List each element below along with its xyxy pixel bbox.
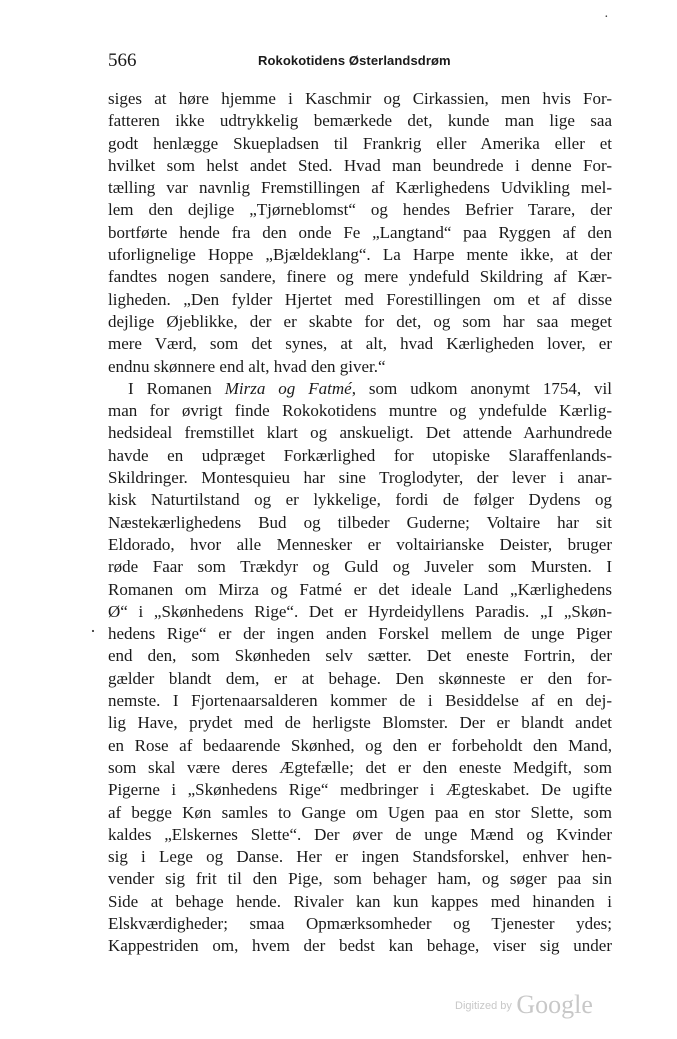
watermark-prefix: Digitized by bbox=[455, 1000, 512, 1012]
text-line: Skildringer. Montesquieu har sine Troglodyter, der lever i anar- bbox=[108, 468, 612, 488]
margin-mark: · bbox=[90, 621, 96, 641]
text-line: nemste. I Fjortenaarsalderen kommer de i Besiddelse af en dej- bbox=[108, 691, 612, 711]
text-line: uforlignelige Hoppe „Bjældeklang“. La Harpe mente ikke, at der bbox=[108, 245, 612, 265]
google-logo: Google bbox=[516, 990, 593, 1019]
text-line: kisk Naturtilstand og er lykkelige, fordi de følger Dydens og bbox=[108, 490, 612, 510]
text-line: vender sig frit til den Pige, som behager ham, og søger paa sin bbox=[108, 869, 612, 889]
text-line: siges at høre hjemme i Kaschmir og Cirkassien, men hvis For- bbox=[108, 89, 612, 108]
text-line: Pigerne i „Skønhedens Rige“ medbringer i Ægteskabet. De ugifte bbox=[108, 780, 612, 800]
text-line: lig Have, prydet med de herligste Blomster. Der er blandt andet bbox=[108, 713, 612, 733]
text-line: tælling var navnlig Fremstillingen af Kærlighedens Udvikling mel- bbox=[108, 178, 612, 198]
paragraph-1 bbox=[108, 88, 612, 378]
text-line: ligheden. „Den fylder Hjertet med Forestillingen om et af disse bbox=[108, 289, 612, 309]
page-number: 566 bbox=[108, 50, 137, 71]
body-text bbox=[108, 88, 612, 958]
text-line: mere Værd, som det synes, at alt, hvad Kærligheden lover, er bbox=[108, 334, 612, 354]
text-line: Ø“ i „Skønhedens Rige“. Det er Hyrdeidyllens Paradis. „I „Skøn- bbox=[108, 601, 612, 621]
text-line: en Rose af bedaarende Skønhed, og den er forbeholdt den Mand, bbox=[108, 735, 612, 755]
text-line: Romanen om Mirza og Fatmé er det ideale Land „Kærlighedens bbox=[108, 579, 612, 599]
text-line: hvilket som helst andet Sted. Hvad man beundrede i denne For- bbox=[108, 155, 612, 175]
text-line: havde en udpræget Forkærlighed for utopiske Slaraffenlands- bbox=[108, 445, 612, 465]
text-line-with-title: I Romanen Mirza og Fatmé, som udkom anonymt 1754, vil bbox=[128, 378, 612, 398]
text-line: fandtes nogen sandere, finere og mere yndefuld Skildring af Kær- bbox=[108, 267, 612, 287]
book-title: Mirza og Fatmé bbox=[224, 378, 352, 398]
text-line: dejlige Øjeblikke, der er skabte for det, og som har saa meget bbox=[108, 311, 612, 331]
text-line: lem den dejlige „Tjørneblomst“ og hendes Befrier Tarare, der bbox=[108, 200, 612, 220]
text-line: som skal være deres Ægtefælle; det er den eneste Medgift, som bbox=[108, 757, 612, 777]
text-line: hedsideal fremstillet klart og anskueligt. Det attende Aarhundrede bbox=[108, 423, 612, 443]
paragraph-2 bbox=[108, 378, 612, 958]
text-line: sig i Lege og Danse. Her er ingen Standsforskel, enhver hen- bbox=[108, 847, 612, 867]
text-line: af begge Køn samles to Gange om Ugen paa en stor Slette, som bbox=[108, 802, 612, 822]
text-line: Side at behage hende. Rivaler kan kun kappes med hinanden i bbox=[108, 891, 612, 911]
text-line: røde Faar som Trækdyr og Guld og Juveler som Mursten. I bbox=[108, 557, 612, 577]
text-line: Elskværdigheder; smaa Opmærksomheder og Tjenester ydes; bbox=[108, 913, 612, 933]
text-line: gælder blandt dem, er at behage. Den skønneste er den for- bbox=[108, 668, 612, 688]
text-line: endnu skønnere end alt, hvad den giver.“ bbox=[108, 356, 386, 376]
text-line: godt henlægge Skuepladsen til Frankrig eller Amerika eller et bbox=[108, 133, 612, 153]
running-title: Rokokotidens Østerlandsdrøm bbox=[258, 53, 451, 68]
digitized-watermark bbox=[455, 990, 593, 1020]
text-line: hedens Rige“ er der ingen anden Forskel mellem de unge Piger bbox=[108, 624, 612, 644]
text-line: kaldes „Elskernes Slette“. Der øver de unge Mænd og Kvinder bbox=[108, 824, 612, 844]
text-line: bortførte hende fra den onde Fe „Langtand“ paa Ryggen af den bbox=[108, 222, 612, 242]
text-line: man for øvrigt finde Rokokotidens muntre og yndefulde Kærlig- bbox=[108, 401, 612, 421]
text-line: Næstekærlighedens Bud og tilbeder Guderne; Voltaire har sit bbox=[108, 512, 612, 532]
text-line: end den, som Skønheden selv sætter. Det eneste Fortrin, der bbox=[108, 646, 612, 666]
text-line: fatteren ikke udtrykkelig bemærkede det, kunde man lige saa bbox=[108, 111, 612, 131]
text-line: Eldorado, hvor alle Mennesker er voltairianske Deister, bruger bbox=[108, 534, 612, 554]
text-line: Kappestriden om, hvem der bedst kan behage, viser sig under bbox=[108, 936, 612, 956]
page-header bbox=[108, 50, 611, 72]
margin-speck: · bbox=[604, 10, 609, 25]
